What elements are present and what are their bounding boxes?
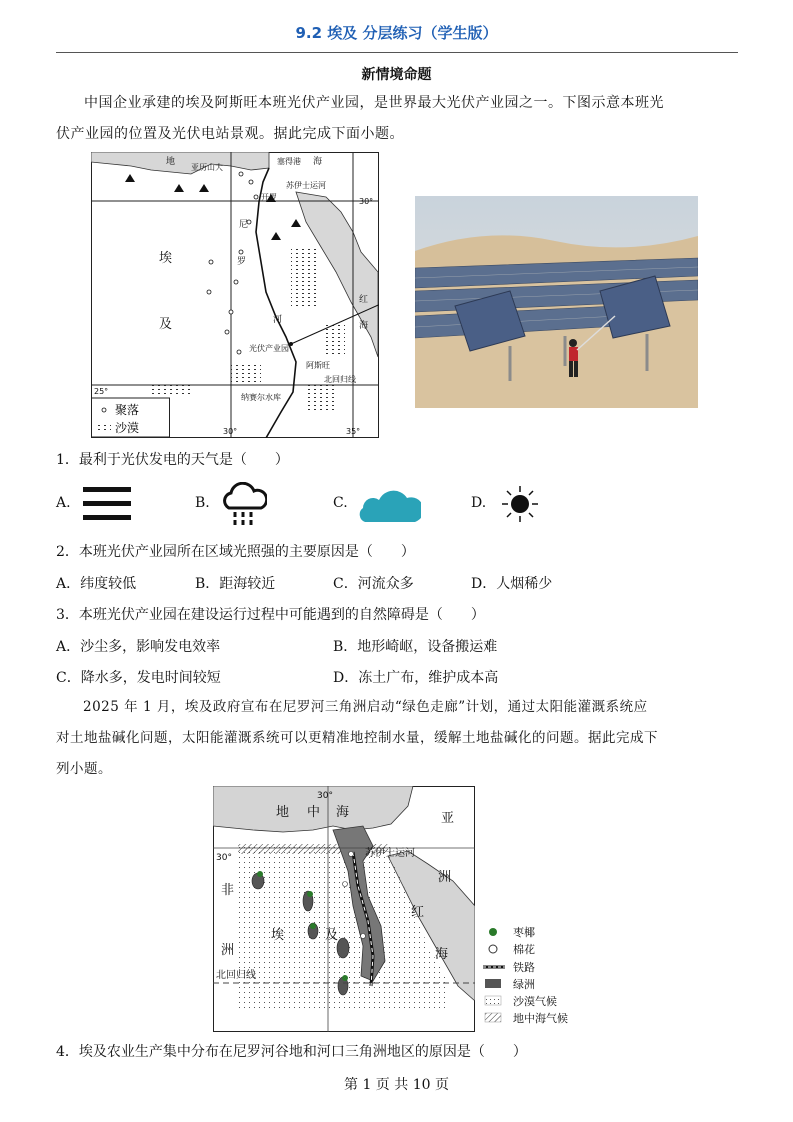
label-hai2: 海: [359, 321, 369, 331]
med-climate-icon: [485, 1013, 501, 1022]
legend-railway: 铁路: [513, 961, 535, 974]
label-fei: 非: [221, 883, 235, 898]
q1-option-d-label: D.: [471, 495, 487, 511]
sun-icon: [498, 484, 542, 524]
rain-cloud-icon: [221, 482, 267, 526]
label-ji: 及: [325, 928, 339, 943]
label-lat25: 25°: [94, 387, 109, 396]
header-divider: [56, 52, 738, 53]
intro2-line1: 2025 年 1 月，埃及政府宣布在尼罗河三角洲启动“绿色走廊”计划，通过太阳能灌溉系统应: [83, 699, 648, 715]
label-lat30: 30°: [216, 853, 232, 863]
q1-option-a-label: A.: [56, 495, 71, 511]
label-ai: 埃: [159, 251, 173, 266]
label-hai2: 海: [435, 947, 449, 962]
label-hai: 海: [313, 157, 323, 167]
legend-desert: 沙漠: [115, 421, 140, 435]
label-zhou: 洲: [438, 870, 452, 885]
q1-option-b-label: B.: [195, 495, 210, 511]
label-ai: 埃: [271, 928, 285, 943]
q2-option-c: C．河流众多: [333, 576, 414, 592]
label-hong: 红: [411, 905, 425, 920]
desert-climate-icon: [485, 996, 501, 1005]
oasis-icon: [485, 979, 501, 988]
label-tropic: 北回归线: [216, 970, 256, 981]
q1-option-c-label: C.: [333, 495, 348, 511]
label-hai: 海: [336, 805, 350, 820]
desert-area: [306, 382, 336, 412]
intro1-line2: 伏产业园的位置及光伏电站景观。据此完成下面小题。: [56, 126, 404, 142]
label-zhou2: 洲: [221, 943, 235, 958]
intro2-line3: 列小题。: [56, 761, 112, 777]
label-lon35: 35°: [346, 427, 361, 436]
legend-cotton: 棉花: [513, 943, 535, 956]
label-lon30: 30°: [317, 791, 333, 801]
label-he: 河: [273, 315, 283, 325]
date-palm-icon: [489, 928, 497, 936]
label-port-said: 塞得港: [277, 157, 301, 166]
page-footer: 第 1 页 共 10 页: [344, 1077, 449, 1093]
legend-date-palm: 枣椰: [513, 926, 535, 939]
label-alexandria: 亚历山大: [191, 163, 223, 172]
label-tropic: 北回归线: [324, 375, 356, 384]
cotton-icon: [489, 945, 497, 953]
label-park: 光伏产业园: [249, 344, 289, 353]
q4-stem: 4．埃及农业生产集中分布在尼罗河谷地和河口三角洲地区的原因是（ ）: [56, 1044, 527, 1060]
q2-option-b: B．距海较近: [195, 576, 276, 592]
desert-area: [231, 362, 261, 382]
cloud-icon: [359, 486, 421, 524]
map2-legend: [481, 922, 591, 1030]
label-aswan: 阿斯旺: [306, 361, 330, 370]
legend-settlement: 聚落: [115, 403, 140, 417]
solar-park-photo: [415, 196, 698, 408]
egypt-agriculture-map: [213, 786, 475, 1032]
label-lat30: 30°: [359, 197, 374, 206]
legend-oasis: 绿洲: [513, 978, 535, 991]
legend-desert-climate: 沙漠气候: [513, 995, 557, 1008]
q3-option-a: A．沙尘多，影响发电效率: [56, 639, 221, 655]
label-ni: 尼: [239, 220, 249, 230]
q3-option-d: D．冻土广布，维护成本高: [333, 670, 499, 686]
label-zhong: 中: [307, 805, 321, 820]
label-ya: 亚: [441, 811, 455, 826]
q3-option-b: B．地形崎岖，设备搬运难: [333, 639, 498, 655]
q3-stem: 3．本班光伏产业园在建设运行过程中可能遇到的自然障碍是（ ）: [56, 607, 485, 623]
intro2-line2: 对土地盐碱化问题，太阳能灌溉系统可以更精准地控制水量，缓解土地盐碱化的问题。据此完成下: [56, 730, 658, 746]
desert-area: [151, 382, 191, 396]
intro-paragraph-2: [56, 692, 738, 785]
intro1-line1: 中国企业承建的埃及阿斯旺本班光伏产业园，是世界最大光伏产业园之一。下图示意本班光: [84, 95, 664, 111]
label-lon30: 30°: [223, 427, 238, 436]
q3-option-c: C．降水多，发电时间较短: [56, 670, 221, 686]
q2-stem: 2．本班光伏产业园所在区域光照强的主要原因是（ ）: [56, 544, 415, 560]
fog-icon: [83, 484, 131, 524]
label-di: 地: [276, 805, 290, 820]
q1-stem: 1．最利于光伏发电的天气是（ ）: [56, 452, 289, 468]
label-luo: 罗: [237, 257, 247, 267]
label-suez: 苏伊士运河: [365, 848, 415, 859]
label-di: 地: [166, 157, 176, 167]
intro-paragraph-1: [56, 88, 738, 150]
egypt-solar-park-map: [91, 152, 379, 438]
desert-area: [323, 322, 345, 357]
label-ji: 及: [159, 317, 173, 332]
desert-area: [291, 247, 319, 307]
q2-option-a: A．纬度较低: [56, 576, 137, 592]
q2-option-d: D．人烟稀少: [471, 576, 553, 592]
label-nasser: 纳赛尔水库: [241, 393, 281, 402]
label-hong: 红: [359, 295, 369, 305]
label-suez: 苏伊士运河: [286, 181, 326, 190]
legend-med-climate: 地中海气候: [513, 1012, 568, 1025]
section-title: 新情境命题: [361, 67, 432, 83]
label-cairo: 开罗: [261, 193, 277, 202]
header-title: 9.2 埃及 分层练习（学生版）: [295, 24, 498, 42]
